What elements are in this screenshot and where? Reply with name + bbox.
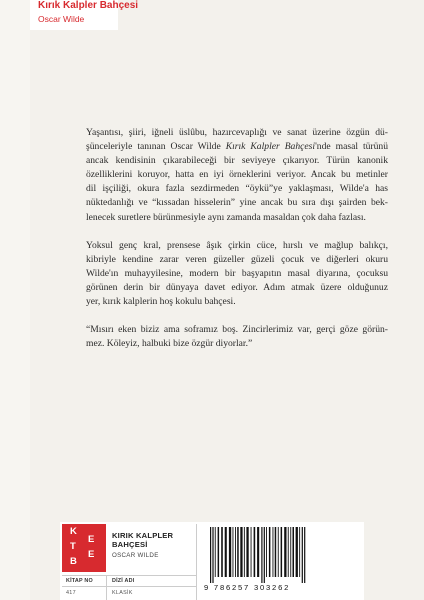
blurb-paragraph bbox=[86, 126, 388, 225]
divider bbox=[62, 586, 196, 587]
barcode bbox=[206, 527, 360, 587]
text-line: lenecek suretlere bürünmesiyle aynı zamanda masaldan çok daha fazlası. bbox=[86, 211, 366, 223]
barcode-icon bbox=[206, 527, 360, 583]
text-line: yer, kırık kalplerin hoş kokulu bahçesi. bbox=[86, 296, 236, 308]
blurb-paragraph bbox=[86, 239, 388, 309]
kitap-no-value: 417 bbox=[66, 590, 76, 596]
text-line: Yaşantısı, şiiri, iğneli üslûbu, hazırcevaplığı ve sanat üzerine özgün dü- bbox=[86, 127, 388, 138]
text-line: ancak kendisinin çıkarabileceği bir seviyeye çıkarıyor. Türün kanonik bbox=[86, 155, 388, 167]
logo-letter: K bbox=[70, 526, 77, 537]
divider bbox=[196, 524, 197, 600]
publisher-logo bbox=[62, 524, 106, 572]
text-line: görünen derin bir dünyaya davet ediyor. Adım atmak üzere olduğunuz bbox=[86, 281, 388, 293]
dizi-adi-value: KLASİK bbox=[112, 590, 133, 596]
text-line: “Mısırı eken biziz ama soframız boş. Zincirlerimiz var, gerçi göze görün- bbox=[86, 324, 388, 336]
divider bbox=[106, 575, 107, 600]
text-line: Yoksul genç kral, prensese âşık çirkin cüce, hırslı ve mağlup balıkçı, bbox=[86, 239, 388, 251]
imprint-book-author: OSCAR WILDE bbox=[112, 552, 159, 559]
text-line: dil işçiliği, okura fazla sezdirmeden “öykü”ye yaklaşması, Wilde'a has bbox=[86, 183, 388, 195]
text-line: kibriyle kendine zarar veren güzeller güzeli çocuk ve diğerleri okuru bbox=[86, 253, 388, 265]
text-line: şünceleriyle tanınan Oscar Wilde Kırık Kalpler Bahçesi'nde masal türünü bbox=[86, 141, 389, 153]
barcode-number: 9 786257 303262 bbox=[204, 583, 291, 592]
text-line: özelliklerini koruyor, hatta en iyi örneklerini veriyor. Ancak bu metinler bbox=[86, 169, 388, 181]
header-author: Oscar Wilde bbox=[38, 14, 85, 24]
text-line: mez. Köleyiz, halbuki bize özgür diyorlar.” bbox=[86, 338, 253, 350]
logo-letter: E bbox=[88, 549, 95, 560]
blurb-paragraph bbox=[86, 323, 388, 351]
imprint-book-title: KIRIK KALPLER BAHÇESİ bbox=[112, 531, 174, 549]
header-title: Kırık Kalpler Bahçesi bbox=[38, 0, 139, 11]
text-line: nüktedanlığı ve “kıssadan hisselerin” yine ancak bu sıra dışı şairden bek- bbox=[86, 197, 388, 209]
logo-letter: B bbox=[70, 556, 77, 567]
text-line: Wilde'ın muhayyilesine, modern bir başyapıtın masal diyarına, çocuksu bbox=[86, 267, 388, 279]
kitap-no-label: KİTAP NO bbox=[66, 578, 93, 584]
logo-letter: T bbox=[70, 541, 76, 552]
divider bbox=[62, 575, 196, 576]
logo-letter: E bbox=[88, 534, 95, 545]
blurb-text bbox=[86, 126, 388, 351]
dizi-adi-label: DİZİ ADI bbox=[112, 578, 135, 584]
